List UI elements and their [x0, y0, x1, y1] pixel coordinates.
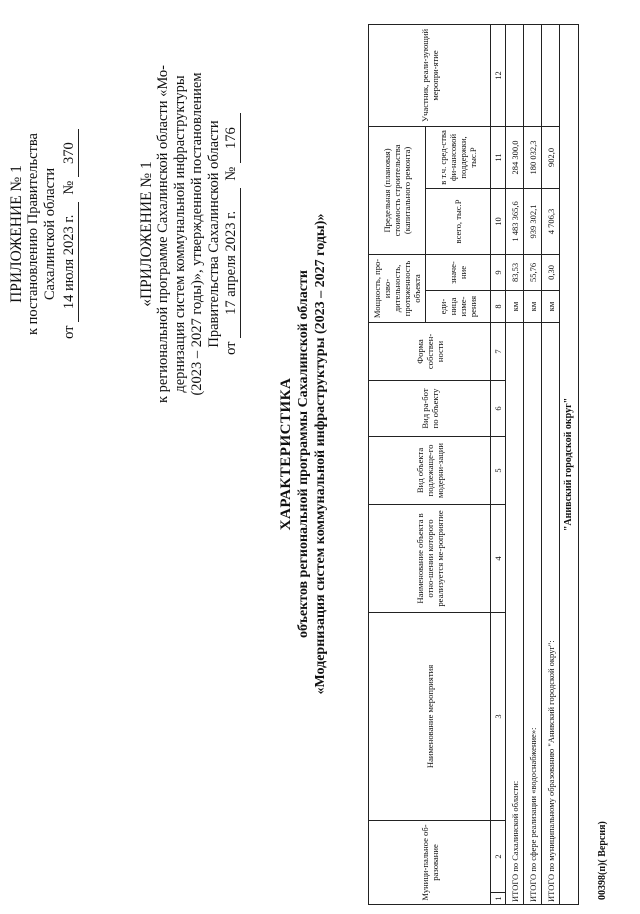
column-number: 10	[491, 188, 506, 254]
column-number: 11	[491, 126, 506, 188]
document-title	[278, 144, 329, 764]
number-label: №	[61, 180, 77, 195]
header-ownership: Форма собствен-ности	[369, 322, 491, 380]
row-value: 83,53	[506, 254, 524, 290]
row-total: 939 302,1	[524, 188, 542, 254]
header-municipality: Муници-пальное об-разование	[369, 820, 491, 904]
region-title: "Анивский городской округ"	[560, 24, 579, 904]
appendix-1-number: 370	[61, 129, 79, 177]
row-participant	[506, 24, 524, 126]
footer-code: 00398(п)( Версия)	[597, 821, 608, 900]
appendix-2-line: Правительства Сахалинской области	[206, 120, 222, 348]
appendix-2-date-line	[223, 24, 241, 444]
header-total-cost: всего, тыс.Р	[426, 188, 491, 254]
column-number: 5	[491, 436, 506, 504]
row-support: 902,0	[542, 126, 560, 188]
row-total: 4 706,3	[542, 188, 560, 254]
header-support-cost: в т.ч. сред-ства фи-нансовой поддержки, тыс.Р	[426, 126, 491, 188]
header-value: значе-ние	[426, 254, 491, 290]
row-value: 0,30	[542, 254, 560, 290]
appendix-1-header	[8, 99, 79, 369]
column-number: 6	[491, 380, 506, 436]
row-unit: км	[506, 290, 524, 322]
from-label: от	[61, 325, 77, 339]
appendix-2-title: «ПРИЛОЖЕНИЕ № 1	[138, 161, 155, 307]
appendix-2-number: 176	[223, 113, 241, 163]
appendix-1-line: к постановлению Правительства	[25, 133, 41, 335]
row-unit: км	[524, 290, 542, 322]
column-number: 9	[491, 254, 506, 290]
row-label: ИТОГО по муниципальному образованию "Анивский городской округ":	[542, 322, 560, 904]
from-label: от	[223, 341, 239, 355]
header-object-type: Вид объекта подлежаще-го модерни-зации	[369, 436, 491, 504]
column-number: 7	[491, 322, 506, 380]
appendix-2-line: (2023 – 2027 годы)», утвержденной постановлением	[189, 72, 205, 396]
appendix-2-header	[138, 24, 241, 444]
header-measure: Наименование мероприятия	[369, 612, 491, 820]
header-work-type: Вид ра-бот по объекту	[369, 380, 491, 436]
table-row	[524, 24, 542, 904]
appendix-2-date: 17 апреля 2023 г.	[223, 188, 241, 338]
row-label: ИТОГО по Сахалинской области:	[506, 322, 524, 904]
row-label: ИТОГО по сфере реализации «водоснабжение»:	[524, 322, 542, 904]
number-label: №	[223, 166, 239, 181]
column-number: 12	[491, 24, 506, 126]
header-participant: Участник, реали-зующий меропри-ятие	[369, 24, 491, 126]
header-object-name: Наименование объекта в отно-шении которого реализуется ме-роприятие	[369, 504, 491, 612]
column-number: 4	[491, 504, 506, 612]
document-title-line: «Модернизация систем коммунальной инфраструктуры (2023 – 2027 годы)»	[313, 213, 328, 695]
row-value: 55,76	[524, 254, 542, 290]
row-participant	[524, 24, 542, 126]
appendix-1-line: Сахалинской области	[42, 167, 58, 301]
column-number: 2	[491, 820, 506, 892]
objects-table	[368, 24, 579, 905]
column-number: 8	[491, 290, 506, 322]
row-unit: км	[542, 290, 560, 322]
appendix-1-date-line	[61, 99, 79, 369]
header-capacity: Мощность, про-изво-дительность, протяженность объекта	[369, 254, 426, 322]
header-row	[369, 24, 426, 904]
appendix-1-title: ПРИЛОЖЕНИЕ № 1	[8, 165, 25, 303]
region-row	[560, 24, 579, 904]
appendix-1-date: 14 июля 2023 г.	[61, 202, 79, 322]
column-number: 1	[491, 893, 506, 905]
header-cost: Предельная (плановая) стоимость строительства (капитального ремонта)	[369, 126, 426, 254]
appendix-2-line: к региональной программе Сахалинской области «Мо-	[155, 65, 171, 404]
document-title-line: объектов региональной программы Сахалинской области	[296, 270, 311, 638]
row-support: 284 300,0	[506, 126, 524, 188]
row-participant	[542, 24, 560, 126]
row-total: 1 483 365,6	[506, 188, 524, 254]
table-row	[506, 24, 524, 904]
appendix-2-line: дернизация систем коммунальной инфраструктуры	[172, 75, 188, 393]
column-number: 3	[491, 612, 506, 820]
column-number-row	[491, 24, 506, 904]
document-title-main: ХАРАКТЕРИСТИКА	[278, 377, 294, 531]
table-row	[542, 24, 560, 904]
row-support: 180 032,3	[524, 126, 542, 188]
header-unit: еди-ница изме-рения	[426, 290, 491, 322]
